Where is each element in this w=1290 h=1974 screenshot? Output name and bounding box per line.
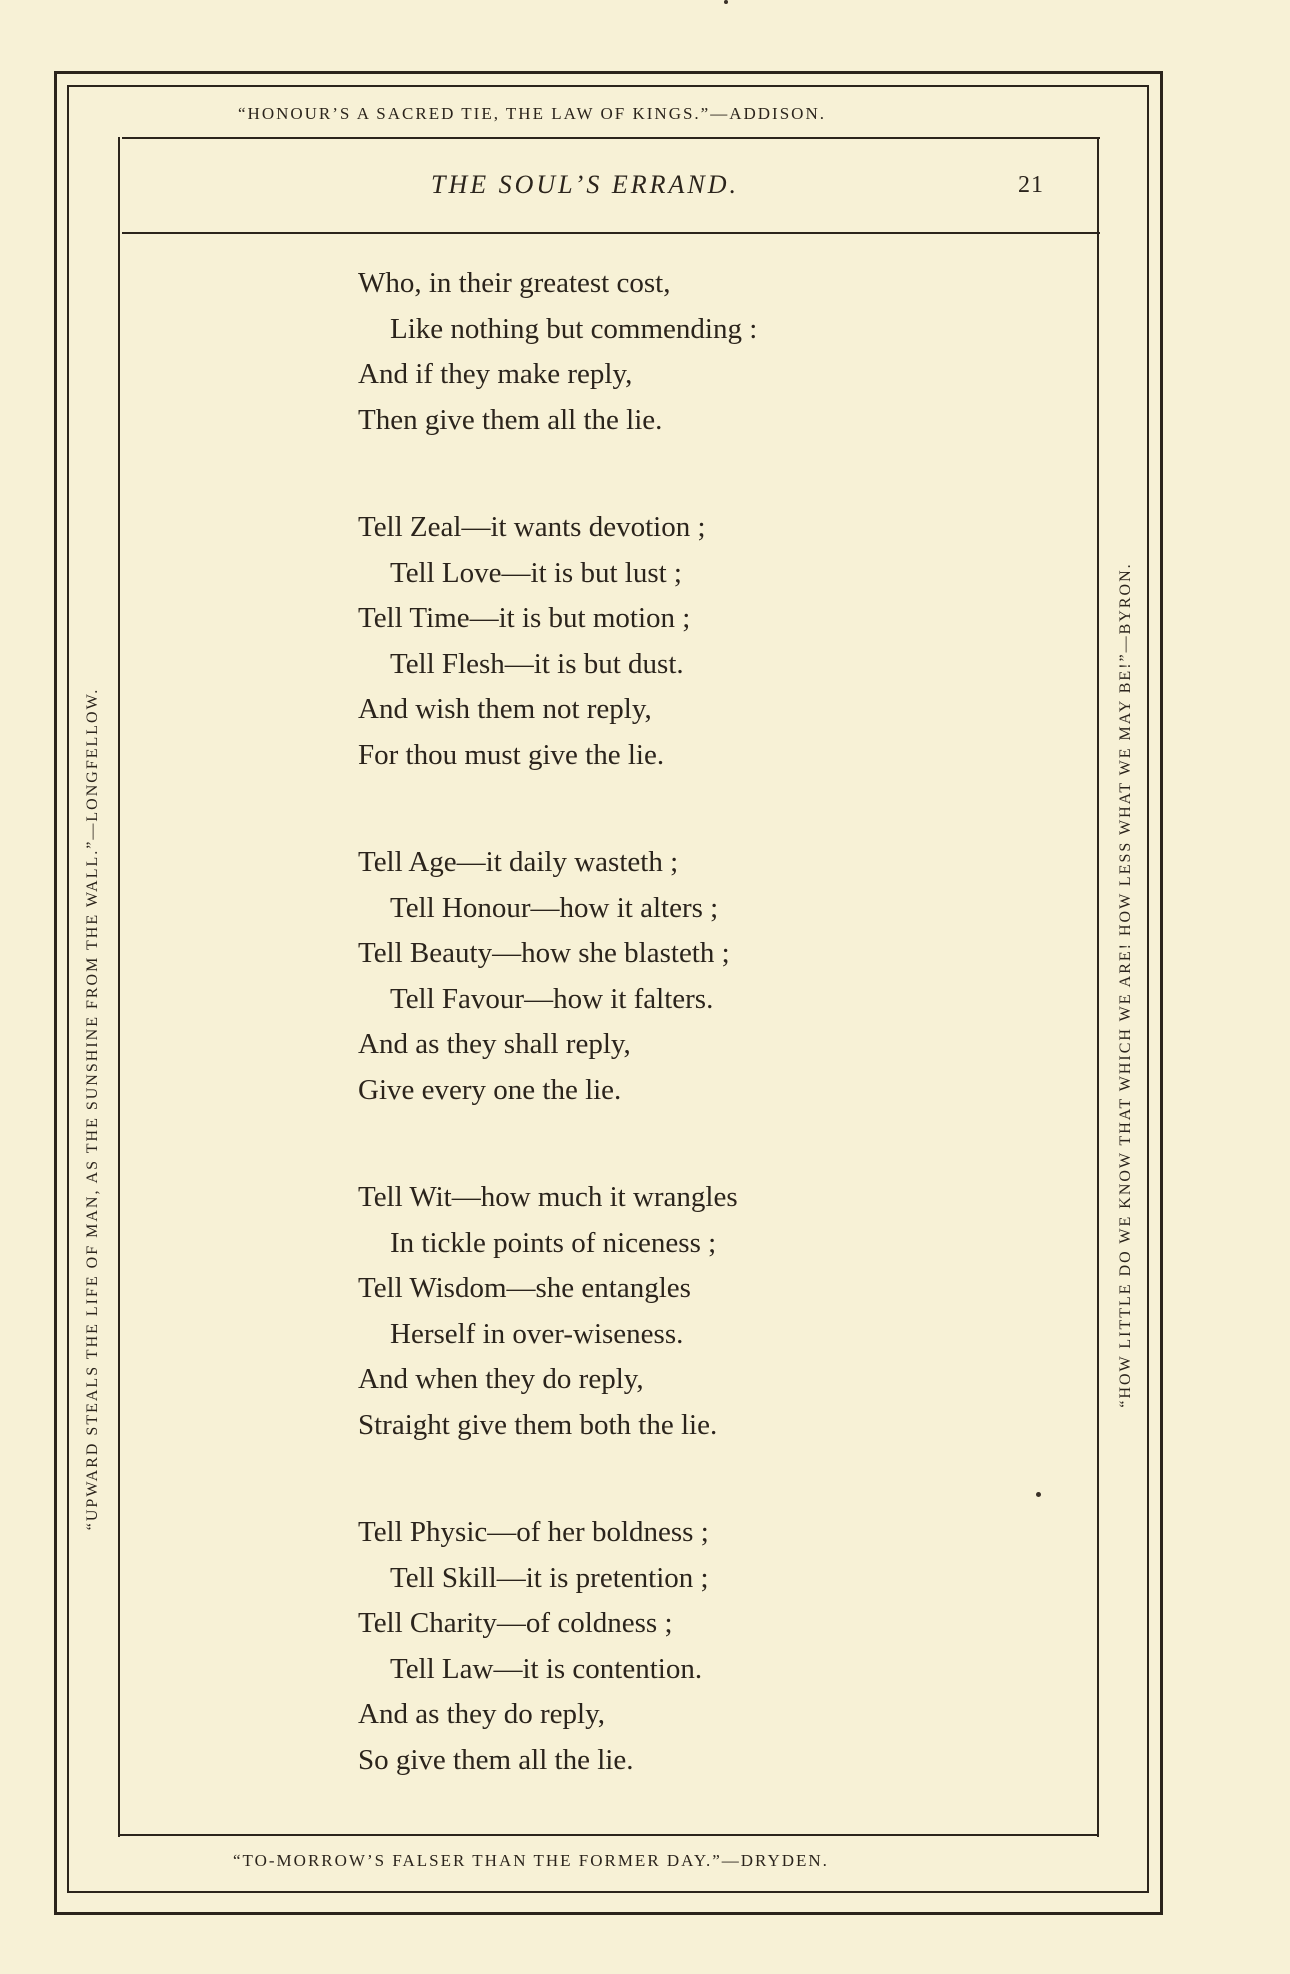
poem-line: Who, in their greatest cost, [358, 267, 671, 299]
poem-line: And when they do reply, [358, 1363, 644, 1395]
poem-line: For thou must give the lie. [358, 738, 665, 771]
inner-frame-left [67, 85, 69, 1893]
poem-line: So give them all the lie. [358, 1743, 634, 1776]
poem-line: Tell Love—it is but lust ; [390, 556, 682, 589]
left-quote: “UPWARD STEALS THE LIFE OF MAN, AS THE SUNSHINE FROM THE WALL.”—LONGFELLOW. [84, 687, 101, 1531]
poem-line: And wish them not reply, [358, 693, 652, 725]
poem-line: Tell Age—it daily wasteth ; [358, 846, 679, 878]
poem-line: Straight give them both the lie. [358, 1408, 718, 1441]
outer-frame-left [54, 71, 57, 1915]
inner-frame-top [67, 85, 1149, 87]
poem-line: Tell Charity—of coldness ; [358, 1607, 673, 1639]
speck-mark [1036, 1492, 1041, 1497]
poem-line: Tell Beauty—how she blasteth ; [358, 937, 730, 969]
text-box-top [122, 137, 1100, 139]
poem-line: And as they do reply, [358, 1698, 605, 1730]
poem-line: Tell Wit—how much it wrangles [358, 1181, 738, 1213]
inner-frame-right [1147, 85, 1149, 1893]
text-box-left [118, 137, 120, 1837]
poem-line: Herself in over-wiseness. [390, 1317, 684, 1350]
poem-line: Tell Time—it is but motion ; [358, 602, 691, 634]
poem-line: Give every one the lie. [358, 1073, 622, 1106]
poem-line: Like nothing but commending : [390, 312, 758, 345]
stanza [358, 261, 918, 443]
poem-line: Tell Wisdom—she entangles [358, 1272, 691, 1304]
bottom-quote: “TO-MORROW’S FALSER THAN THE FORMER DAY.”—DRYDEN. [233, 1851, 829, 1870]
outer-frame-bottom [54, 1912, 1163, 1915]
stanza [358, 1175, 918, 1448]
poem-line: Tell Law—it is contention. [390, 1652, 703, 1685]
poem-line: And if they make reply, [358, 358, 633, 390]
poem-line: And as they shall reply, [358, 1028, 631, 1060]
page-title: THE SOUL’S ERRAND. [431, 170, 739, 199]
poem [358, 261, 918, 1845]
top-quote: “HONOUR’S A SACRED TIE, THE LAW OF KINGS.”—ADDISON. [238, 104, 826, 123]
right-quote: “HOW LITTLE DO WE KNOW THAT WHICH WE ARE! HOW LESS WHAT WE MAY BE!”—BYRON. [1117, 562, 1134, 1408]
poem-line: Tell Flesh—it is but dust. [390, 647, 684, 680]
stanza [358, 1510, 918, 1783]
speck-mark [724, 0, 728, 4]
text-box-right [1097, 137, 1099, 1837]
poem-line: Then give them all the lie. [358, 403, 663, 436]
outer-frame-top [54, 71, 1163, 74]
poem-line: Tell Skill—it is pretention ; [390, 1561, 709, 1594]
poem-line: Tell Favour—how it falters. [390, 982, 714, 1015]
poem-line: Tell Physic—of her boldness ; [358, 1516, 709, 1548]
stanza [358, 840, 918, 1113]
page-number: 21 [1018, 172, 1044, 198]
stanza [358, 505, 918, 778]
outer-frame-right [1160, 71, 1163, 1915]
poem-line: Tell Zeal—it wants devotion ; [358, 511, 706, 543]
poem-line: In tickle points of niceness ; [390, 1226, 717, 1259]
poem-line: Tell Honour—how it alters ; [390, 891, 719, 924]
header-rule [122, 232, 1100, 234]
inner-frame-bottom [67, 1891, 1149, 1893]
